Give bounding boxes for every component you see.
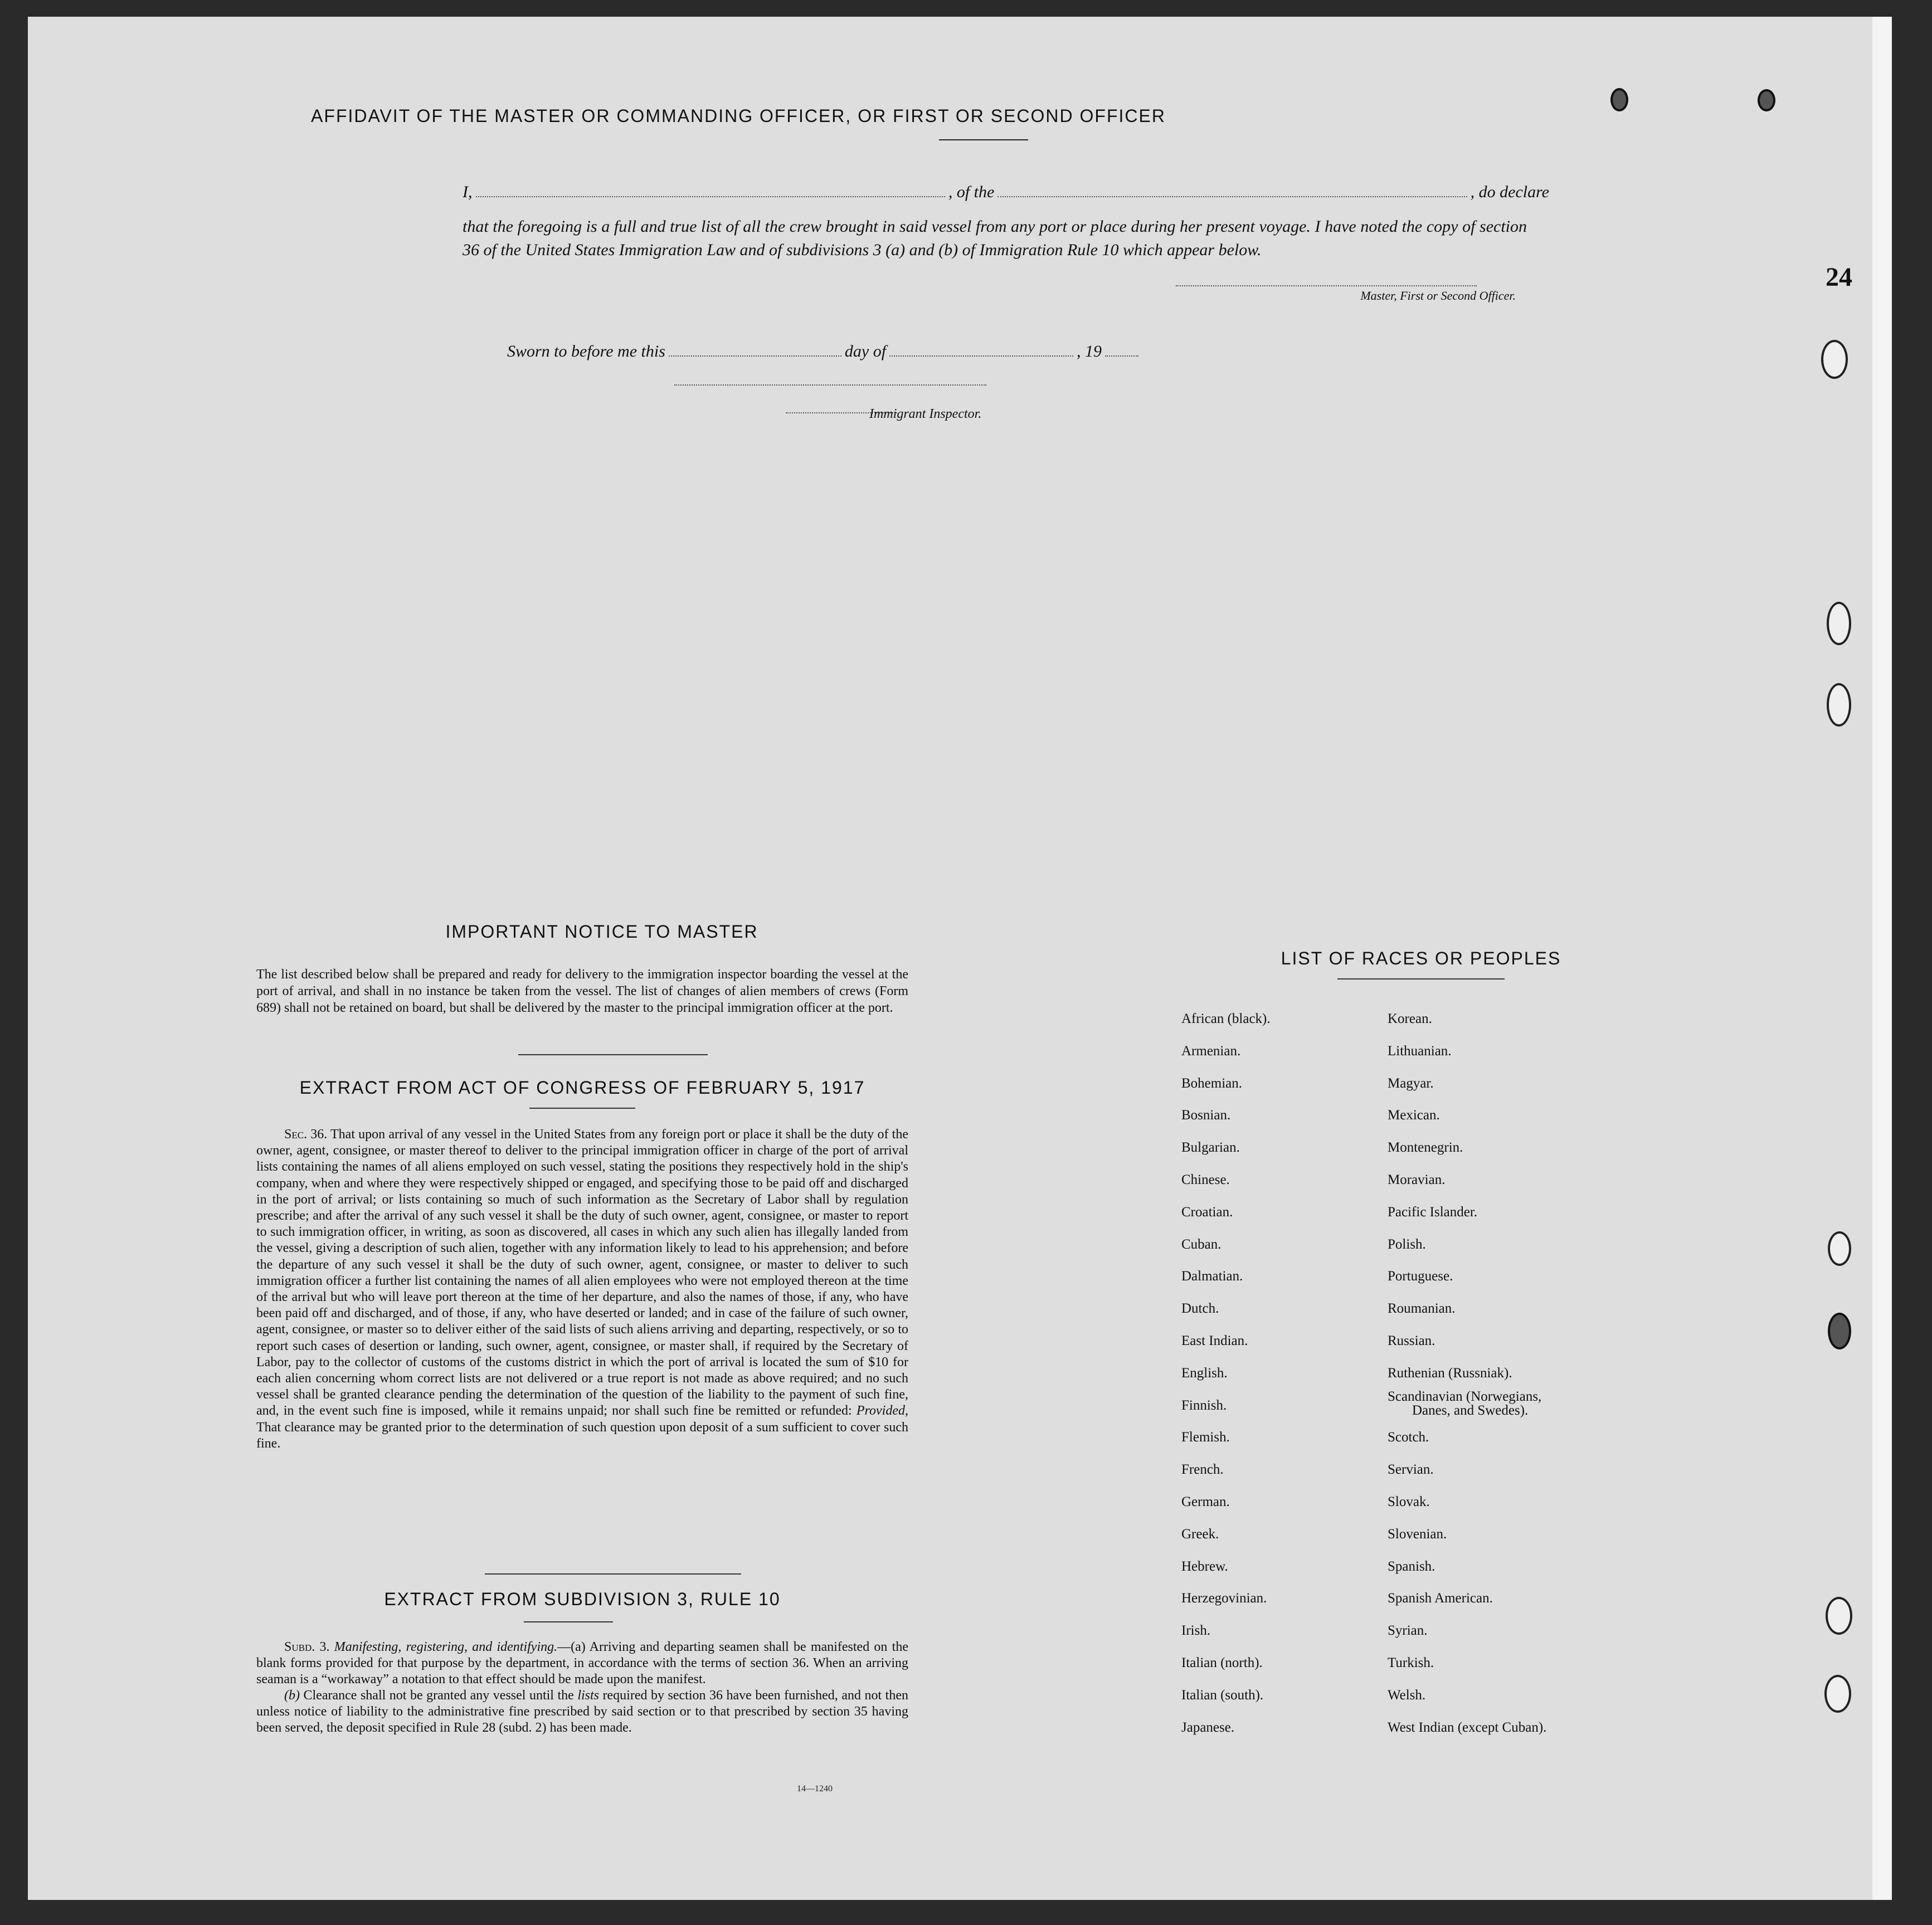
race-item: Greek. (1181, 1526, 1219, 1542)
section-divider (518, 1054, 708, 1055)
notice-title: IMPORTANT NOTICE TO MASTER (445, 922, 758, 942)
race-item: Bosnian. (1181, 1108, 1231, 1123)
race-item: Korean. (1388, 1011, 1432, 1026)
sworn-year-field[interactable] (1105, 343, 1138, 357)
race-item: Roumanian. (1388, 1301, 1456, 1317)
year-prefix-text: , 19 (1077, 342, 1102, 360)
declarant-prefix: I, (463, 183, 473, 201)
race-item: Slovak. (1388, 1494, 1430, 1509)
rule-paragraph-b: (b) Clearance shall not be granted any vessel until the lists required by section 36 have been furnished, and not then unless notice of liability to the administrative fine prescribed by said section or to that prescribed by section 35 having been served, the deposit specified in Rule 28 (subd. 2) has been made. (256, 1688, 908, 1735)
rule-extract-title: EXTRACT FROM SUBDIVISION 3, RULE 10 (384, 1589, 781, 1609)
race-item: Croatian. (1181, 1204, 1233, 1220)
race-item: Flemish. (1181, 1430, 1230, 1445)
punch-hole (1758, 89, 1775, 111)
race-item: Hebrew. (1181, 1558, 1228, 1574)
notice-body: The list described below shall be prepared and ready for delivery to the immigration inspector boarding the vessel at the port of arrival, and shall in no instance be taken from the vessel. The list of changes of alien members of crews (Form 689) shall not be retained on board, but shall be delivered by the master to the principal immigration officer at the port. (256, 967, 908, 1015)
punch-hole (1828, 1313, 1851, 1349)
vessel-name-field[interactable] (997, 184, 1467, 197)
race-item: Pacific Islander. (1388, 1204, 1478, 1220)
punch-hole (1821, 340, 1848, 379)
act-extract-title: EXTRACT FROM ACT OF CONGRESS OF FEBRUARY 5, 1917 (299, 1078, 865, 1098)
punch-hole (1824, 1675, 1851, 1713)
inspector-label: Immigrant Inspector. (869, 407, 982, 421)
race-item: Bohemian. (1181, 1075, 1243, 1091)
race-item: Armenian. (1181, 1043, 1241, 1059)
document-page (28, 17, 1892, 1900)
race-item: German. (1181, 1494, 1230, 1509)
race-item: Russian. (1388, 1333, 1435, 1348)
race-item: Chinese. (1181, 1172, 1230, 1187)
race-item: Turkish. (1388, 1655, 1434, 1670)
race-item: African (black). (1181, 1011, 1271, 1026)
rule-paragraph-a: Subd. 3. Manifesting, registering, and identifying.—(a) Arriving and departing seamen shall be manifested on the blank forms provided for that purpose by the department, in accordance with the terms of section 36. When an arriving seaman is a “workaway” a notation to that effect should be made upon the manifest. (256, 1640, 908, 1687)
race-item: Lithuanian. (1388, 1043, 1452, 1059)
races-title: LIST OF RACES OR PEOPLES (1281, 948, 1561, 968)
race-item: Japanese. (1181, 1719, 1235, 1735)
race-item: Italian (south). (1181, 1687, 1264, 1703)
race-item: Magyar. (1388, 1075, 1434, 1091)
race-item-multiline: Scandinavian (Norwegians, Danes, and Swedes). (1388, 1388, 1542, 1418)
punch-hole (1828, 1231, 1851, 1266)
page-number: 24 (1826, 262, 1852, 292)
race-item: Cuban. (1181, 1236, 1222, 1252)
races-left-column (1181, 1003, 1271, 1743)
race-item: East Indian. (1181, 1333, 1248, 1348)
punch-hole (1827, 683, 1851, 727)
signature-label: Master, First or Second Officer. (1360, 289, 1516, 303)
punch-hole (1610, 88, 1628, 111)
race-item: Mexican. (1388, 1108, 1440, 1123)
race-item: Dalmatian. (1181, 1269, 1243, 1284)
race-item: Slovenian. (1388, 1526, 1447, 1542)
race-item: Moravian. (1388, 1172, 1446, 1187)
section-divider (485, 1573, 741, 1575)
declarant-name-field[interactable] (476, 184, 945, 197)
race-item: Bulgarian. (1181, 1140, 1240, 1156)
race-item: West Indian (except Cuban). (1388, 1719, 1547, 1735)
day-of-text: day of (844, 342, 887, 360)
race-item: Herzegovinian. (1181, 1591, 1267, 1606)
race-item: Dutch. (1181, 1301, 1219, 1317)
sworn-line (507, 342, 1220, 361)
signature-field[interactable] (1176, 285, 1477, 286)
affidavit-paragraph: that the foregoing is a full and true list of all the crew brought in said vessel from any port or place during her present voyage. I have noted the copy of section 36 of the United States Immigration Law and of subdivisions 3 (a) and (b) of Immigration Rule 10 which appear below. (463, 217, 1527, 259)
race-item: Spanish. (1388, 1558, 1435, 1574)
title-rule (939, 139, 1028, 140)
race-item: Irish. (1181, 1623, 1211, 1639)
race-item: Syrian. (1388, 1623, 1428, 1639)
affidavit-title: AFFIDAVIT OF THE MASTER OR COMMANDING OFFICER, OR FIRST OR SECOND OFFICER (311, 106, 1166, 126)
race-item: French. (1181, 1462, 1224, 1478)
sworn-month-field[interactable] (889, 343, 1073, 357)
sworn-day-field[interactable] (669, 343, 841, 357)
race-item: Scotch. (1388, 1430, 1429, 1445)
race-item: Italian (north). (1181, 1655, 1263, 1670)
act-text: That upon arrival of any vessel in the United States from any foreign port or place it shall be the duty of the owner, agent, consignee, or master thereof to deliver to the principal immigration officer in charge of the port of arrival lists containing the names of all aliens employed on such vessel, stating the positions they respectively hold in the ship's company, when and where they were respectively shipped or engaged, and specifying those to be paid off and discharged in the port of arrival; or lists containing so much of such information as the Secretary of Labor shall by regulation prescribe; and after the arrival of any such vessel it shall be the duty of such owner, agent, consignee, or master to report to such immigration officer, in writing, as soon as discovered, all cases in which any such alien has illegally landed from the vessel, giving a description of such alien, together with any information likely to lead to his apprehension; and before the departure of any such vessel it shall be the duty of such owner, agent, consignee, or master to deliver to such immigration officer a further list containing the names of all alien employees who were not employed thereon at the time of the arrival but who will leave port thereon at the time of her departure, and also the names of those, if any, who have been paid off and discharged, and of those, if any, who have deserted or landed; and in case of the failure of such owner, agent, consignee, or master so to deliver either of the said lists of such aliens arriving and departing, respectively, or so to report such cases of desertion or landing, such owner, agent, consignee, or master shall, if required by the Secretary of Labor, pay to the collector of customs of the customs district in which the port of arrival is located the sum of $10 for each alien concerning whom correct lists are not delivered or a true report is not made as above required; and no such vessel shall be granted clearance pending the determination of the question of the liability to the payment of such fine, and, in the event such fine is imposed, while it remains unpaid; nor shall such fine be remitted or refunded: (256, 1127, 908, 1419)
race-item: English. (1181, 1365, 1228, 1381)
provided-text: Provided, (856, 1403, 908, 1419)
sworn-text: Sworn to before me this (507, 342, 665, 360)
punch-hole (1827, 602, 1851, 645)
punch-hole (1826, 1597, 1852, 1635)
sec-label: Sec. 36. (284, 1127, 328, 1142)
race-item: Portuguese. (1388, 1269, 1453, 1284)
act-extract-body (256, 1127, 908, 1452)
races-rule (1337, 978, 1505, 979)
inspector-signature-field[interactable] (674, 384, 986, 386)
act-text-end: That clearance may be granted prior to the determination of such question upon deposit of a sum sufficient to cover such fine. (256, 1420, 908, 1451)
section-divider (524, 1621, 613, 1622)
race-item: Ruthenian (Russniak). (1388, 1365, 1512, 1381)
race-item: Montenegrin. (1388, 1140, 1463, 1156)
race-item: Polish. (1388, 1236, 1426, 1252)
form-number: 14—1240 (797, 1784, 833, 1794)
declare-text: , do declare (1470, 183, 1549, 201)
race-item: Spanish American. (1388, 1591, 1493, 1606)
race-item: Welsh. (1388, 1687, 1426, 1703)
page-edge (1872, 17, 1892, 1900)
rule-extract-body (256, 1639, 908, 1736)
races-right-column (1388, 1003, 1546, 1743)
section-divider (529, 1108, 635, 1109)
race-item: Servian. (1388, 1462, 1434, 1478)
declaration-line (463, 183, 1549, 202)
of-the-text: , of the (948, 183, 995, 201)
race-item: Finnish. (1181, 1397, 1227, 1413)
